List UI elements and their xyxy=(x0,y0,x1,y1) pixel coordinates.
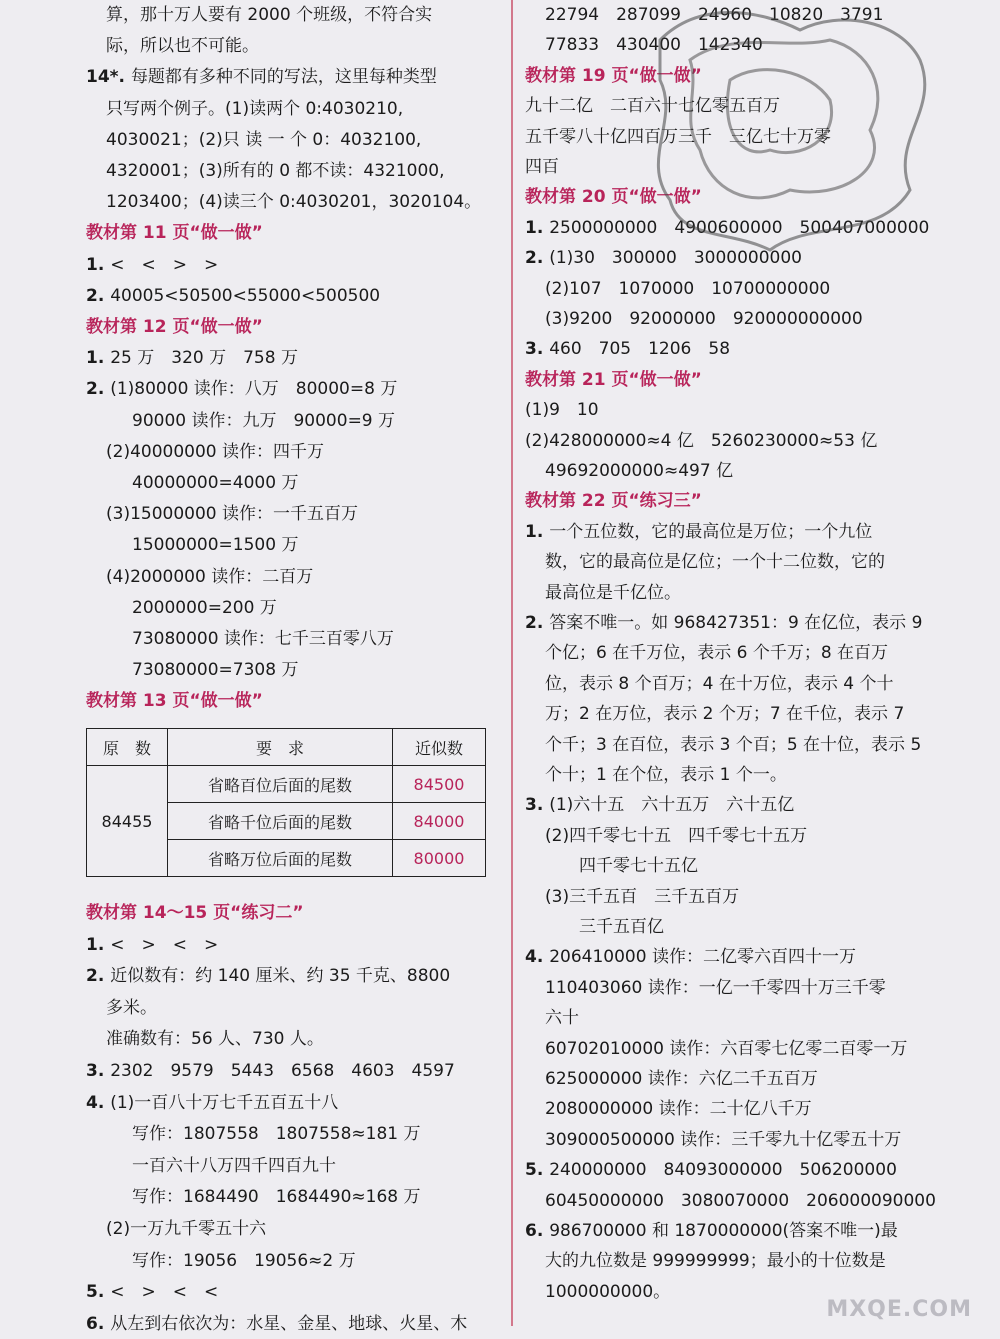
answer-text: 206410000 读作：二亿零六百四十一万 xyxy=(549,947,856,968)
answer-text: 625000000 读作：六亿二千五百万 xyxy=(545,1069,818,1089)
item-number: 3. xyxy=(525,339,550,360)
answer-line xyxy=(86,1309,467,1339)
answer-line xyxy=(525,851,698,881)
answer-text: (1)80000 读作：八万 80000=8 万 xyxy=(110,379,398,400)
section-heading: 教材第 12 页“做一做” xyxy=(86,317,263,337)
answer-line xyxy=(86,125,421,155)
answer-line xyxy=(525,456,733,486)
answer-line xyxy=(86,1119,421,1149)
answer-line xyxy=(525,882,739,912)
answer-text: 只写两个例子。(1)读两个 0:4030210, xyxy=(106,98,404,119)
answer-line xyxy=(86,374,397,404)
answer-line xyxy=(86,1088,338,1118)
answer-text: 算，那十万人要有 2000 个班级，不符合实 xyxy=(106,5,433,25)
table-cell-approx: 84500 xyxy=(393,766,486,803)
answer-line xyxy=(525,699,904,729)
answer-line xyxy=(86,406,395,436)
column-divider xyxy=(511,0,513,1326)
answer-line xyxy=(525,608,922,638)
answer-line xyxy=(86,156,445,186)
answer-line xyxy=(86,961,450,991)
answer-text: 每题都有多种不同的写法，这里每种类型 xyxy=(130,67,437,88)
answer-line xyxy=(86,187,481,217)
answer-line xyxy=(525,1216,898,1246)
answer-text: (3)三千五百 三千五百万 xyxy=(545,886,740,907)
answer-text: 写作：1807558 1807558≈181 万 xyxy=(132,1124,421,1145)
answer-text: < < > > xyxy=(110,254,219,275)
table-header-row xyxy=(87,729,486,766)
answer-line xyxy=(86,499,358,529)
answer-line xyxy=(86,0,432,30)
answer-line xyxy=(86,1246,356,1276)
answer-text: 近似数有：约 140 厘米、约 35 千克、8800 xyxy=(110,966,451,987)
answer-line xyxy=(525,1034,907,1064)
answer-text: 准确数有：56 人、730 人。 xyxy=(106,1029,324,1050)
answer-text: (2)428000000≈4 亿 5260230000≈53 亿 xyxy=(525,430,878,451)
item-number: 3. xyxy=(86,1061,111,1081)
table-cell-requirement: 省略百位后面的尾数 xyxy=(168,766,393,803)
answer-line xyxy=(86,593,277,623)
answer-text: 四千零七十五亿 xyxy=(579,856,698,877)
item-number: 1. xyxy=(525,217,550,238)
answer-text: 从左到右依次为：水星、金星、地球、火星、木 xyxy=(110,1313,468,1334)
answer-text: 2302 9579 5443 6568 4603 4597 xyxy=(110,1061,455,1081)
answer-line xyxy=(525,790,794,820)
table-header: 要 求 xyxy=(168,729,393,766)
answer-text: (2)一万九千零五十六 xyxy=(106,1219,267,1239)
answer-text: 答案不唯一。如 968427351：9 在亿位，表示 9 xyxy=(549,613,923,633)
answer-line xyxy=(525,304,863,334)
answer-text: 309000500000 读作：三千零九十亿零五十万 xyxy=(545,1129,902,1150)
answer-line xyxy=(525,1246,886,1276)
section-heading: 教材第 21 页“做一做” xyxy=(525,369,702,390)
answer-text: (1)9 10 xyxy=(525,400,599,421)
item-number: 4. xyxy=(525,947,550,968)
answer-line xyxy=(86,655,298,685)
answer-text: 90000 读作：九万 90000=9 万 xyxy=(132,410,396,431)
answer-text: 49692000000≈497 亿 xyxy=(545,461,734,481)
answer-text: 77833 430400 142340 xyxy=(545,35,763,56)
answer-line xyxy=(86,437,324,467)
answer-line xyxy=(86,1151,336,1181)
answer-text: 2500000000 4900600000 500407000000 xyxy=(549,217,930,238)
item-number: 1. xyxy=(86,934,111,955)
table-cell-requirement: 省略万位后面的尾数 xyxy=(168,840,393,877)
answer-line xyxy=(525,517,872,547)
answer-text: 15000000=1500 万 xyxy=(132,535,299,556)
answer-text: (2)107 1070000 10700000000 xyxy=(545,278,831,299)
item-number: 2. xyxy=(525,613,550,633)
item-number: 5. xyxy=(86,1282,111,1303)
answer-text: 大的九位数是 999999999；最小的十位数是 xyxy=(545,1251,886,1272)
answer-text: 4320001；(3)所有的 0 都不读：4321000, xyxy=(106,161,445,181)
answer-text: (1)30 300000 3000000000 xyxy=(549,248,802,269)
answer-text: 个千；3 在百位，表示 3 个百；5 在十位，表示 5 xyxy=(545,734,922,755)
answer-line xyxy=(86,1214,266,1244)
answer-text: 110403060 读作：一亿一千零四十万三千零 xyxy=(545,977,886,998)
answer-line xyxy=(525,334,730,364)
answer-line xyxy=(525,730,921,760)
answer-text: (4)2000000 读作：二百万 xyxy=(106,566,314,587)
answer-text: 一个五位数，它的最高位是万位；一个九位 xyxy=(549,521,873,542)
answer-text: 986700000 和 1870000000(答案不唯一)最 xyxy=(549,1221,898,1241)
answer-text: (1)六十五 六十五万 六十五亿 xyxy=(549,795,795,816)
answer-line xyxy=(86,1182,421,1212)
answer-line xyxy=(525,760,787,790)
stamp-scribble xyxy=(640,0,940,260)
answer-line xyxy=(525,973,886,1003)
answer-text: 三千五百亿 xyxy=(579,917,664,937)
answer-line xyxy=(525,1064,818,1094)
answer-text: 25 万 320 万 758 万 xyxy=(110,348,298,369)
answer-text: 万；2 在万位，表示 2 个万；7 在千位，表示 7 xyxy=(545,704,905,725)
answer-text: 数，它的最高位是亿位；一个十二位数，它的 xyxy=(545,552,885,573)
answer-text: 460 705 1206 58 xyxy=(549,339,731,360)
answer-text: 最高位是千亿位。 xyxy=(545,582,681,603)
answer-line xyxy=(525,1155,897,1185)
item-number: 6. xyxy=(525,1221,550,1241)
item-number: 1. xyxy=(86,348,111,369)
answer-line xyxy=(525,152,559,182)
item-number: 5. xyxy=(525,1160,550,1181)
answer-text: 22794 287099 24960 10820 3791 xyxy=(545,5,884,25)
answer-line xyxy=(525,1003,579,1033)
answer-text: 写作：1684490 1684490≈168 万 xyxy=(132,1187,421,1208)
item-number: 2. xyxy=(86,285,111,306)
answer-text: < > < > xyxy=(110,934,219,955)
answer-line xyxy=(86,468,298,498)
answer-text: 位，表示 8 个百万；4 在十万位，表示 4 个十 xyxy=(545,673,894,694)
table-cell-approx: 84000 xyxy=(393,803,486,840)
answer-line xyxy=(86,31,259,61)
table-header: 原 数 xyxy=(87,729,168,766)
item-number: 2. xyxy=(86,966,111,987)
answer-line xyxy=(86,993,157,1023)
answer-text: 1000000000。 xyxy=(545,1281,671,1302)
answer-text: < > < < xyxy=(110,1282,219,1303)
answer-text: 2000000=200 万 xyxy=(132,597,277,618)
item-number: 3. xyxy=(525,795,550,816)
table-row xyxy=(87,766,486,803)
answer-line xyxy=(525,638,888,668)
answer-line xyxy=(525,821,807,851)
table-header: 近似数 xyxy=(393,729,486,766)
answer-text: 2080000000 读作：二十亿八千万 xyxy=(545,1099,812,1120)
answer-line xyxy=(86,343,298,373)
answer-text: 60450000000 3080070000 206000090000 xyxy=(545,1190,936,1211)
answer-text: 4030021；(2)只 读 一 个 0：4032100, xyxy=(106,129,422,150)
answer-line xyxy=(86,62,437,92)
item-number: 2. xyxy=(525,248,550,269)
section-heading: 教材第 19 页“做一做” xyxy=(525,65,702,86)
answer-text: 六十 xyxy=(545,1008,579,1029)
answer-line xyxy=(525,426,877,456)
answer-line xyxy=(86,94,403,124)
answer-line xyxy=(86,624,394,654)
item-number: 2. xyxy=(86,379,111,400)
answer-text: 九十二亿 二百六十七亿零五百万 xyxy=(525,96,780,117)
section-heading: 教材第 22 页“练习三” xyxy=(525,491,702,512)
answer-text: (1)一百八十万七千五百五十八 xyxy=(110,1092,339,1113)
answer-line xyxy=(525,1094,812,1124)
answer-text: (2)40000000 读作：四千万 xyxy=(106,441,325,462)
approximation-table xyxy=(86,728,486,877)
answer-line xyxy=(525,395,599,425)
answer-line xyxy=(86,930,218,960)
answer-text: 个十；1 在个位，表示 1 个一。 xyxy=(545,765,787,785)
answer-text: (3)9200 92000000 920000000000 xyxy=(545,309,863,329)
answer-line xyxy=(86,1024,324,1054)
answer-line xyxy=(525,1277,670,1307)
section-heading: 教材第 20 页“做一做” xyxy=(525,187,702,208)
answer-line xyxy=(525,669,893,699)
section-heading: 教材第 13 页“做一做” xyxy=(86,691,263,712)
answer-text: (2)四千零七十五 四千零七十五万 xyxy=(545,825,808,846)
answer-text: 73080000=7308 万 xyxy=(132,660,299,681)
answer-line xyxy=(525,274,830,304)
answer-line xyxy=(525,912,664,942)
answer-text: 1203400；(4)读三个 0:4030201，3020104。 xyxy=(106,192,482,213)
section-heading: 教材第 14～15 页“练习二” xyxy=(86,903,304,923)
watermark: MXQE.COM xyxy=(826,1297,972,1322)
item-number: 6. xyxy=(86,1313,111,1334)
answer-text: 四百 xyxy=(525,157,559,177)
answer-text: (3)15000000 读作：一千五百万 xyxy=(106,504,359,525)
answer-text: 一百六十八万四千四百九十 xyxy=(132,1155,336,1176)
answer-line xyxy=(86,250,218,280)
answer-text: 73080000 读作：七千三百零八万 xyxy=(132,629,394,649)
answer-text: 40005<50500<55000<500500 xyxy=(110,285,381,306)
table-cell-original: 84455 xyxy=(87,766,168,877)
item-number: 1. xyxy=(86,254,111,275)
answer-text: 多米。 xyxy=(106,997,157,1018)
item-number: 4. xyxy=(86,1092,111,1113)
item-number: 1. xyxy=(525,521,550,542)
table-cell-approx: 80000 xyxy=(393,840,486,877)
answer-line xyxy=(86,530,298,560)
answer-text: 60702010000 读作：六百零七亿零二百零一万 xyxy=(545,1038,908,1059)
item-number: 14*. xyxy=(86,67,131,88)
answer-text: 40000000=4000 万 xyxy=(132,473,299,493)
answer-line xyxy=(525,547,885,577)
answer-text: 际，所以也不可能。 xyxy=(106,36,259,57)
answer-line xyxy=(525,578,681,608)
table-cell-requirement: 省略千位后面的尾数 xyxy=(168,803,393,840)
answer-text: 写作：19056 19056≈2 万 xyxy=(132,1250,356,1271)
answer-text: 240000000 84093000000 506200000 xyxy=(549,1160,897,1181)
answer-line xyxy=(525,1125,901,1155)
answer-text: 个亿；6 在千万位，表示 6 个千万；8 在百万 xyxy=(545,643,889,664)
answer-line xyxy=(86,281,380,311)
answer-line xyxy=(86,1277,218,1307)
answer-line xyxy=(86,562,313,592)
section-heading: 教材第 11 页“做一做” xyxy=(86,223,263,244)
answer-text: 五千零八十亿四百万三千 三亿七十万零 xyxy=(525,126,831,147)
answer-line xyxy=(525,1186,936,1216)
answer-line xyxy=(525,942,856,972)
answer-line xyxy=(86,1056,455,1086)
